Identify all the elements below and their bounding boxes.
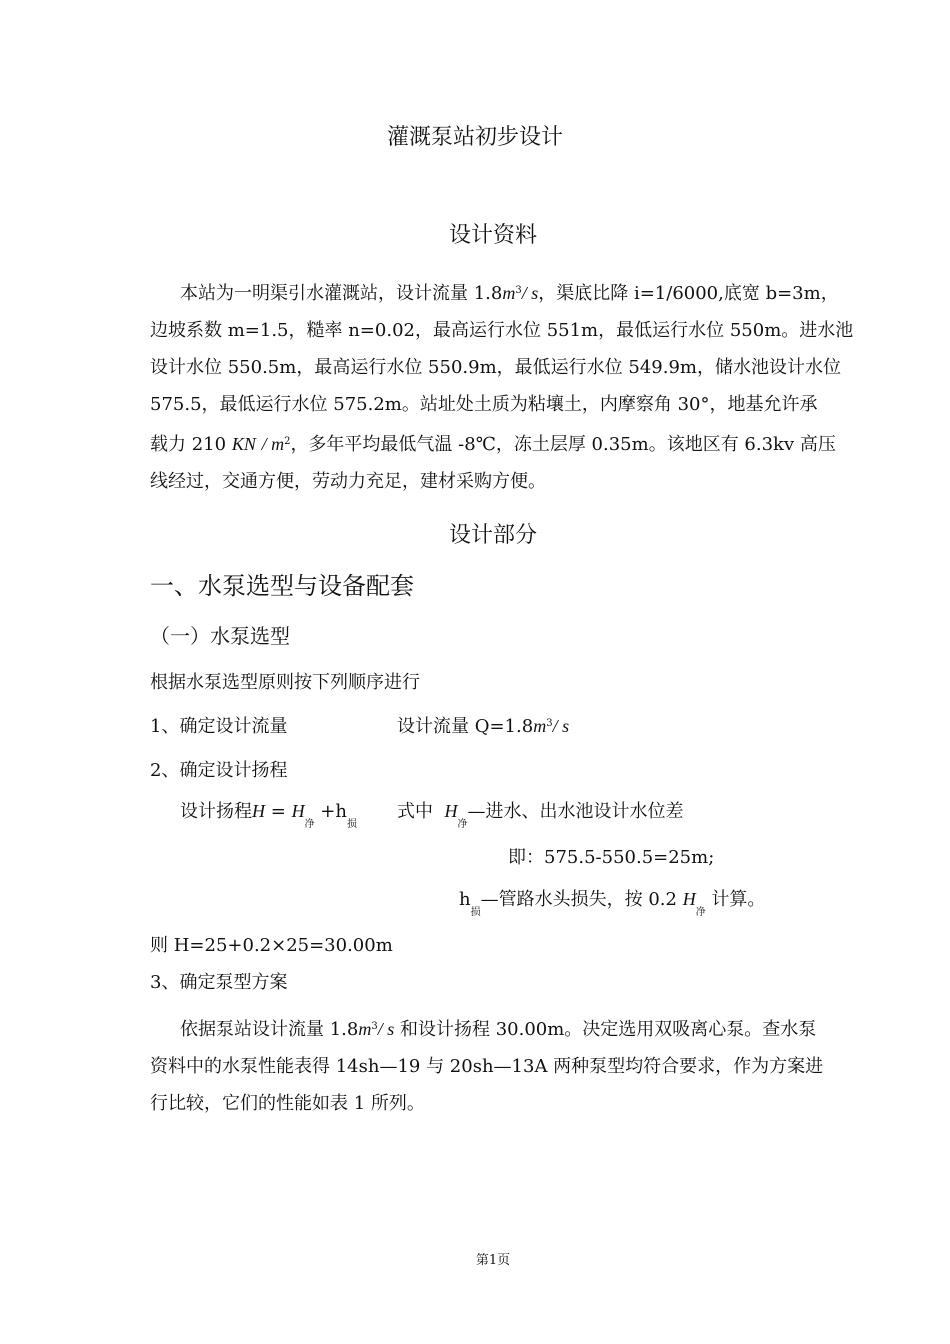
subheading-pump-type: （一）水泵选型 (150, 624, 290, 648)
intro-line-4: 575.5，最低运行水位 575.2m。站址处土质为粘壤土，内摩察角 30°，地基允许承 (150, 394, 818, 415)
step3-line-2: 资料中的水泵性能表得 14sh—19 与 20sh—13A 两种泵型均符合要求，作为方案进 (150, 1056, 824, 1077)
formula-where: 式中 $H_净—$进水、出水池设计水位差 (397, 801, 684, 830)
formula-line: 设计扬程$H = H_净 +h_损$ (180, 801, 357, 830)
heading-pump-selection: 一、水泵选型与设备配套 (150, 572, 414, 600)
page-footer: 第1页 (475, 1253, 511, 1268)
step1-label: 1、确定设计流量 (150, 716, 288, 737)
step1-value: 设计流量 $Q=1.8m^3/$ s (397, 716, 570, 737)
steps-intro: 根据水泵选型原则按下列顺序进行 (150, 672, 420, 693)
intro-line-6: 线经过，交通方便，劳动力充足，建材采购方便。 (150, 471, 546, 492)
step3-paragraph (150, 1008, 840, 1122)
hloss-description: $h_损—$管路水头损失，按 0.2 $H_净$ 计算。 (459, 889, 766, 918)
intro-line-3: 设计水位 550.5m，最高运行水位 550.9m，最低运行水位 549.9m，储水池设计水位 (150, 357, 841, 378)
document-title: 灌溉泵站初步设计 (386, 125, 563, 150)
intro-line-5: 载力 210 KN / $m^2$，多年平均最低气温 -8℃，冻土层厚 0.35m。该地区有 6.3kv 高压 (150, 434, 836, 455)
intro-line-2: 边坡系数 m=1.5，糙率 n=0.02，最高运行水位 551m，最低运行水位 550m。进水池 (150, 320, 854, 341)
section-heading-design-data: 设计资料 (448, 223, 537, 248)
step3-label: 3、确定泵型方案 (150, 972, 288, 993)
step3-line-3: 行比较，它们的性能如表 1 所列。 (150, 1093, 425, 1114)
step3-line-1: 依据泵站设计流量 $1.8m^3/$ s 和设计扬程 30.00m。决定选用双吸离心泵。查水泵 (180, 1019, 817, 1040)
intro-paragraph (150, 272, 854, 500)
intro-line-1: 本站为一明渠引水灌溉站，设计流量 $1.8m^3/$ s，渠底比降 i=1/6000,底宽 b=3m， (180, 283, 839, 304)
section-heading-design-part: 设计部分 (448, 523, 537, 548)
result-line: 则 H=25+0.2×25=30.00m (150, 935, 393, 956)
step2-label: 2、确定设计扬程 (150, 760, 288, 781)
hnet-calculation: 即：575.5-550.5=25m; (508, 847, 715, 868)
